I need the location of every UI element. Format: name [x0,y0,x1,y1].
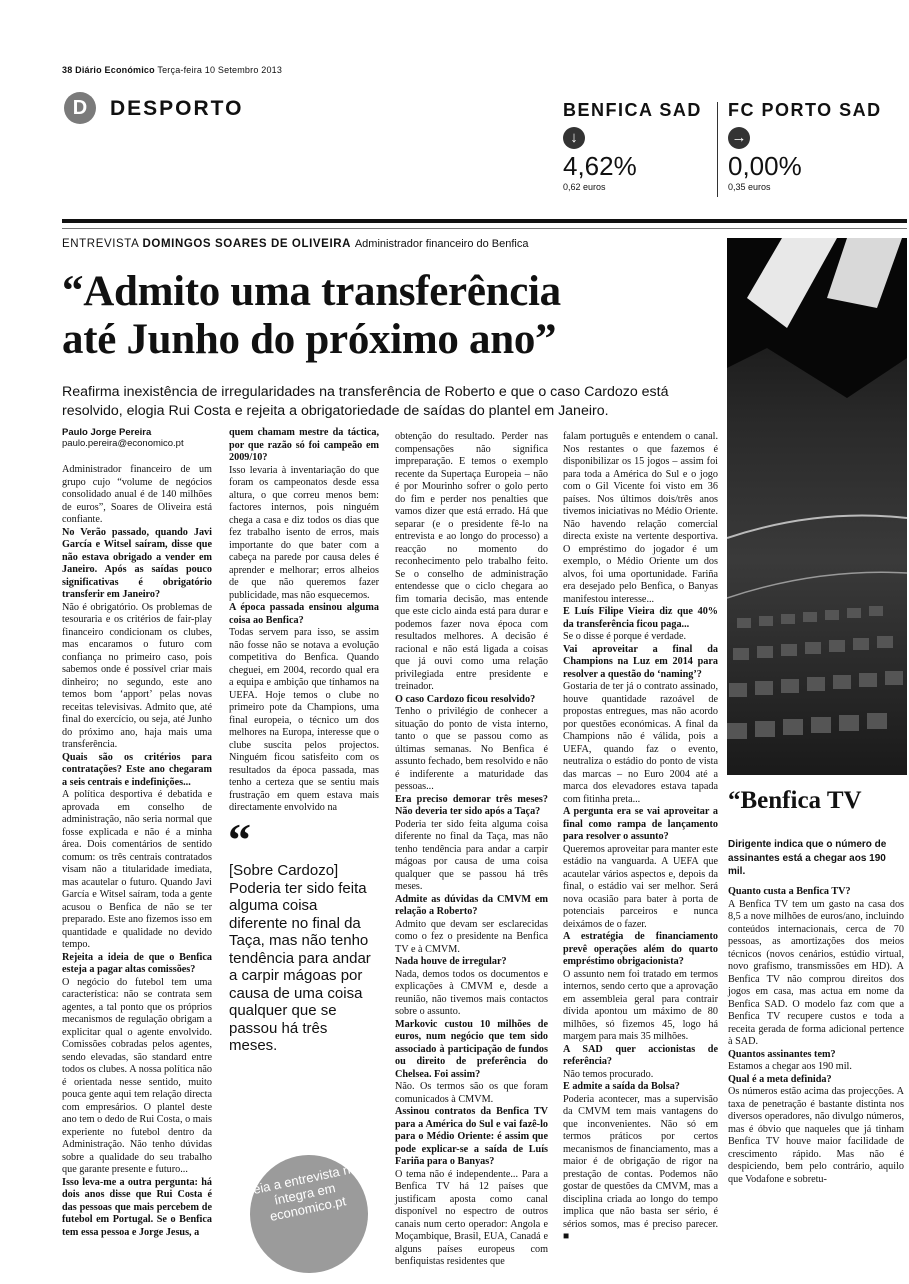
headline [62,268,722,364]
question: quem chamam mestre da táctica, por que razão só foi campeão em 2009/10? [229,427,379,463]
quote-mark-icon: “ [228,814,251,865]
question: Nada houve de irregular? [395,956,507,967]
question: A SAD quer accionistas de referência? [563,1043,718,1067]
answer: Administrador financeiro de um grupo cujo “volume de negócios consolidado anual é de 140 milhões de euros”, Soares de Oliveira está confiante. [62,464,212,525]
issue-date: Terça-feira 10 Setembro 2013 [157,65,283,75]
stock-benfica-sad [563,100,702,192]
promo-badge[interactable]: Leia a entrevista na íntegra em economico.pt [239,1144,379,1284]
question: O caso Cardozo ficou resolvido? [395,693,536,705]
question: Quais são os critérios para contratações? Este ano chegaram a seis centrais e indefinições... [62,751,212,788]
answer: Poderia ter sido feita alguma coisa diferente no final da Taça, mas não tenho tendência para andar a carpir mágoas por causa de uma coisa qualquer que se passou há três meses. [395,818,548,892]
answer: Queremos aproveitar para manter este estádio na vanguarda. A UEFA que acautelar vários aspectos e, depois da final, o estádio vai ser melhor. Será nova ocasião para bater à porta de potenciais parceiros e nunca deixámos de o fazer. [563,843,719,930]
answer: Isso levaria à inventariação do que foram os campeonatos desde essa altura, o que correu menos bem: factores internos, pois ninguém chega a casa e diz todos os dias que fez trabalho isento de erros, mais importante do que bater com a cabeça na parede por causa deles é aprender e melhorar; erros alheios de que não queremos fazer publicidade, mas não esquecemos. [229,464,379,601]
answer: Se o disse é porque é verdade. [563,631,687,642]
answer: Nada, demos todos os documentos e explicações à CMVM e, desde a reunião, não tivemos mais contactos sobre o assunto. [395,968,548,1017]
question: Assinou contratos da Benfica TV para a América do Sul e vai fazê-lo para o Médio Oriente: é assim que pode explicar-se a saída de Luís Fariña para o Banyas? [395,1106,548,1167]
answer: Gostaria de ter já o contrato assinado, houve quantidade razoável de propostas entregues, mas não acordo por questões económicas. A final da Champions não é válida, pois a UEFA, quando faz o evento, neutraliza o estádio do ponto de vista das marcas – no Euro 2004 até a marca dos elevadores estava tapada com fitinha preta... [563,681,718,805]
stock-change: 4,62% [563,151,637,181]
answer: obtenção do resultado. Perder nas compensações não significa impreparação. E temos o exemplo recente da Supertaça Europeia – não é por Mourinho sofrer o golo perto do fim e perder nos penalties que vamos dizer que está errado. Há que separar (e o presidente fê-lo na entrevista e ao longo do processo) a reacção no momento do reconhecimento pelo trabalho feito. Se o conselho de administração entendesse que o ciclo chegara ao fim tomaria decisão, mas entende que este ciclo ainda está para durar e podemos fazer nova época com resultados melhores. A decisão é racional e não está ligada a coisas que já ouvi como uma relação privilegiada entre presidente e treinador. [395,431,548,692]
stock-name: BENFICA SAD [563,100,702,120]
answer: Não temos procurado. [563,1068,654,1080]
question: No Verão passado, quando Javi García e Witsel saíram, disse que não estava obrigado a vender em Janeiro. Após as saídas pouco significativas é obrigatório transferir em Janeiro? [62,526,212,600]
question: A época passada ensinou alguma coisa ao Benfica? [229,602,379,626]
answer: Tenho o privilégio de conhecer a situação do ponto de vista interno, tanto o que se passou como as últimas semanas. No Benfica é assunto fechado, bem resolvido e não é indiferente a maturidade das pessoas... [395,706,548,792]
question: Admite as dúvidas da CMVM em relação a Roberto? [395,893,548,917]
question: Markovic custou 10 milhões de euros, num negócio que tem sido associado à participação de fundos ou direito de preferência do Chelsea. Foi assim? [395,1018,548,1080]
stock-name: FC PORTO SAD [728,100,882,120]
header-rule-thin [62,228,907,229]
sidebar-subtitle: Dirigente indica que o número de assinantes está a chegar aos 190 mil. [728,839,887,877]
pull-quote: [Sobre Cardozo] Poderia ter sido feita alguma coisa diferente no final da Taça, mas não tenho tendência para andar a carpir mágoas por causa de uma coisa qualquer que se passou há três meses. [229,862,371,1054]
question: Quantos assinantes tem? [728,1048,836,1060]
answer: O assunto nem foi tratado em termos internos, sendo certo que a aprovação em assembleia geral para contrair dívida apontou um máximo de 80 milhões, só fizemos 45, logo há margem para mais 35 milhões. [563,968,718,1042]
headline-line-1: “Admito uma transferência [62,268,561,315]
question: E admite a saída da Bolsa? [563,1081,680,1092]
question: Era preciso demorar três meses? Não deveria ter sido após a Taça? [395,793,548,817]
answer: Não é obrigatório. Os problemas de tesouraria e os critérios de fair-play financeiro condicionam os clubes, mas encaramos o futuro com confiança no primeiro caso, pois sabemos onde é possível criar mais dinheiro; no segundo, este ano temos bom ‘apport’ pelas novas receitas televisivas. Admito que, até final do exercício, ou seja, até Junho do próximo ano, haja mais uma transferência. [62,601,212,750]
stock-price: 0,62 euros [563,182,606,192]
arrow-right-circle-icon: → [728,127,750,149]
stock-fc-porto-sad [728,100,882,192]
answer: Admito que devam ser esclarecidas como o fez o presidente na Benfica TV e à CMVM. [395,918,548,955]
answer: O tema não é independente... Para a Benfica TV há 12 países que justificam aposta como canal disponível no espectro de outros canais num certo operador: Angola e Moçambique, Brasil, EUA, Canadá e alguns países europeus com benfiquistas residentes que [395,1168,548,1267]
publication-name: Diário Económico [75,65,155,75]
author-name: Paulo Jorge Pereira [62,427,152,438]
kicker-name: DOMINGOS SOARES DE OLIVEIRA [142,238,352,250]
author-email: paulo.pereira@economico.pt [62,438,184,449]
article-column-4 [563,431,718,1244]
answer: O negócio do futebol tem uma característica: não se contrata sem agentes, a tal ponto que os próprios mecanismos de regulação obrigam a explicitar qual o agente envolvido. Comissões cobradas pelos agentes, sendo elevadas, são standard entre todos os clubes. A nossa política não é orientada nesse sentido, muito pouca gente aqui tem relação directa com empresários. O plantel deste ano tem o dedo de Rui Costa, o mais experiente no futebol dentro da Administração. Não tenho dúvidas sobre a qualidade do seu trabalho que garante presente e futuro... [62,976,212,1175]
answer: Não. Os termos são os que foram comunicados à CMVM. [395,1081,548,1105]
standfirst: Reafirma inexistência de irregularidades na transferência de Roberto e que o caso Cardozo está resolvido, elogia Rui Costa e rejeita a obrigatoriedade de saídas do plantel em Janeiro. [62,384,669,419]
kicker-label: ENTREVISTA [62,238,139,250]
question: Quanto custa a Benfica TV? [728,886,851,897]
folio [62,65,282,75]
question: E Luís Filipe Vieira diz que 40% da transferência ficou paga... [563,606,718,630]
page-number: 38 [62,65,73,75]
byline [62,427,184,449]
answer: Poderia acontecer, mas a supervisão da CMVM tem mais vantagens do que inconvenientes. Não só em termos práticos por certos mecanismos de financiamento, mas a maior é de obrigação de rigor na prestação de contas. Podemos não gostar de questões da CMVM, mas a disciplina criada ao longo do tempo implica que não basta ser sério, é sérios somos, mas é preciso parecer. ■ [563,1093,718,1242]
stock-divider [717,102,718,197]
answer: A política desportiva é debatida e aprovada em conselho de administração, não seria normal que fosse explicada e não é a minha área. Dois comentários de sentido comum: os três centrais contratados visam não a titularidade imediata, mas acautelar o futuro. Quando Javi García e Witsel saíram, toda a gente acusou o Benfica de não se ter preparado. Este ano fizemos isso em quantidade e qualidade no devido tempo. [62,789,212,950]
sidebar-column [728,886,904,1186]
article-column-1 [62,464,212,1239]
article-column-2 [229,427,379,815]
stock-change: 0,00% [728,151,802,181]
question: Isso leva-me a outra pergunta: há dois anos disse que Rui Costa é das pessoas que mais percebem de futebol em Portugal. Se o Benfica tem essa pessoa e Jorge Jesus, a [62,1176,212,1238]
stock-price: 0,35 euros [728,182,771,192]
kicker-role: Administrador financeiro do Benfica [354,238,529,250]
answer: falam português e entendem o canal. Nos restantes o que fazemos é disponibilizar os 15 jogos – assim foi para toda a América do Sul e o jogo com o Gil Vicente foi visto em 36 países. Nos últimos dois/três anos tivemos iniciativas no Médio Oriente. Não havendo relação comercial directa existe na vertente desportiva. O empréstimo do jogador é um exemplo, o Médio Oriente um dos alvos, foi uma oportunidade. Fariña era desejado pelo Benfica, o Banyas manifestou interesse... [563,431,718,605]
answer: Todas servem para isso, se assim não fosse não se notava a evolução competitiva do Benfica. Quando cheguei, em 2004, recordo qual era a equipa e ambição que tínhamos na UEFA. Hoje temos o clube no primeiro pote da Champions, uma final europeia, o técnico um dos melhores na Europa, interesse que o clube suscita pelos projectos. Ninguém ficou satisfeito com os resultados da época passada, mas tenho a certeza que se sentiu mais frustração em quem estava mais directamente envolvido na [229,627,379,813]
article-column-3 [395,431,548,1269]
article-kicker [62,238,529,250]
section-letter-icon: D [64,92,96,124]
answer: Estamos a chegar aos 190 mil. [728,1061,852,1072]
question: Rejeita a ideia de que o Benfica esteja a pagar altas comissões? [62,951,212,975]
answer: Os números estão acima das projecções. A taxa de penetração é bastante distinta nos diversos operadores, não divulgo números, mas é óbvio que naqueles que já tinham Benfica TV houve maior facilidade de crescimento rápido. Mas não é despiciendo, bem pelo contrário, aquilo que Vodafone e sobretu- [728,1086,904,1185]
stadium-photo [727,238,907,775]
answer: A Benfica TV tem um gasto na casa dos 8,5 a nove milhões de euros/ano, incluindo conteúdos internacionais, cerca de 70 pessoas, as amortizações dos meios técnicos (novos cenários, estúdio virtual, novo grafismo, transmissões em HD). A Benfica TV não comprou direitos dos jogos em casa, mas actua em nome da Benfica SAD. O modelo faz com que a Benfica TV recupere custos e toda a receita gerada de forma adicional pertence à SAD. [728,898,904,1047]
arrow-down-circle-icon: ↓ [563,127,585,149]
sidebar-title: “Benfica TV [728,787,862,814]
question: A estratégia de financiamento prevê operações além do quarto empréstimo obrigacionista? [563,931,718,967]
headline-line-2: até Junho do próximo ano” [62,316,557,363]
header-rule [62,219,907,223]
question: Qual é a meta definida? [728,1073,832,1085]
stadium-seats-image [727,238,907,775]
section-title: DESPORTO [110,97,244,120]
question: Vai aproveitar a final da Champions na Luz em 2014 para resolver a questão do ‘naming’? [563,643,718,680]
question: A pergunta era se vai aproveitar a final como rampa de lançamento para resolver o assunto? [563,806,718,842]
